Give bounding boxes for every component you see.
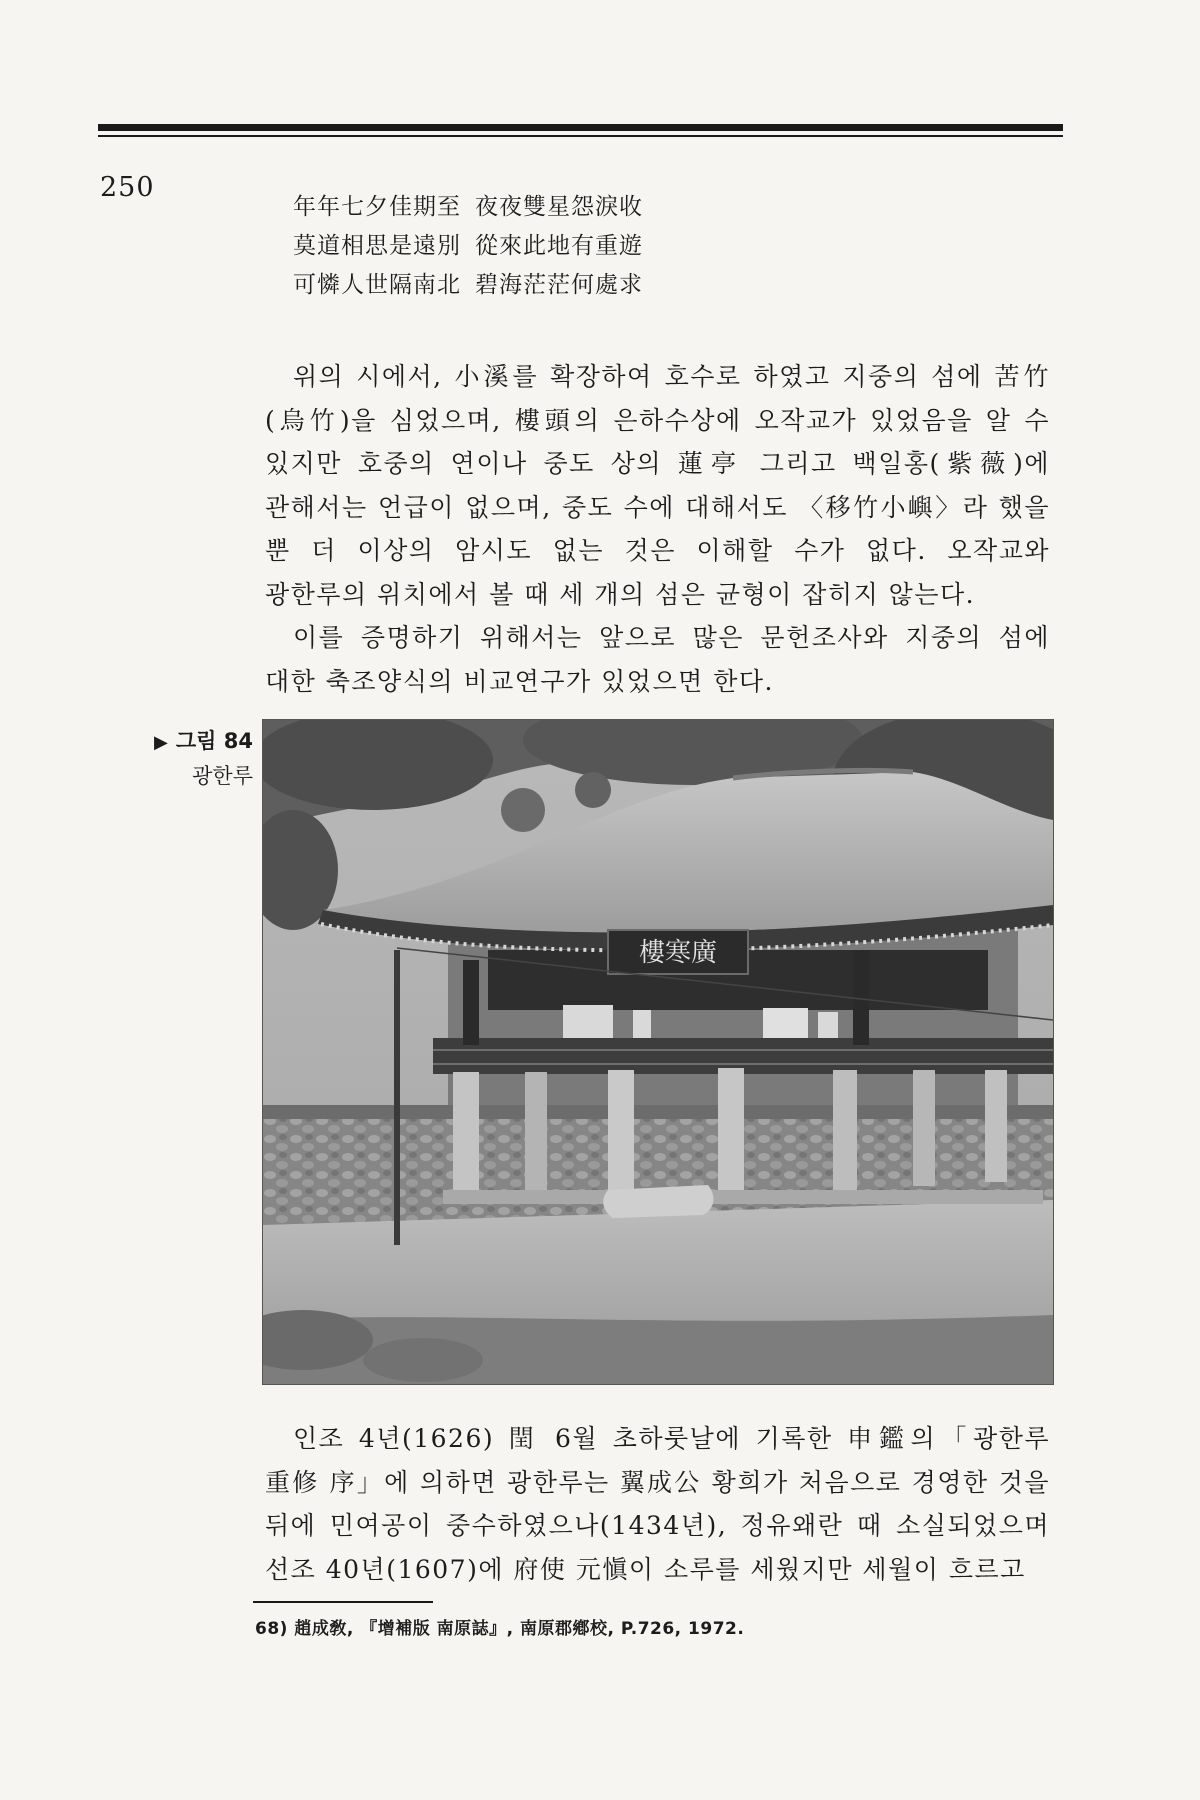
pavilion-photo — [262, 719, 1054, 1385]
body-text-top — [265, 355, 1050, 703]
footnote-rule — [253, 1601, 433, 1603]
pavilion-photo-illustration — [263, 720, 1053, 1384]
footnote: 68) 趙成敎, 『增補版 南原誌』, 南原郡鄕校, P.726, 1972. — [255, 1619, 745, 1639]
pavilion-signboard — [608, 930, 748, 974]
poem-line — [293, 266, 643, 305]
figure-caption — [135, 725, 253, 793]
header-rule-thick — [98, 124, 1063, 131]
poem-line-second-half: 夜夜雙星怨淚收 — [475, 194, 643, 220]
header-rule-thin — [98, 135, 1063, 137]
paragraph: 인조 4년(1626) 閏 6월 초하룻날에 기록한 申鑑의「광한루 重修 序」에 의하면 광한루는 翼成公 황희가 처음으로 경영한 것을 뒤에 민여공이 중수하였으나(1434년), 정유왜란 때 소실되었으며 선조 40년(1607)에 府使 元愼이 소루를 세웠지만 세월이 흐르고 — [265, 1424, 1050, 1584]
poem-line-first-half: 可憐人世隔南北 — [293, 272, 461, 298]
photo-stone-slab — [603, 1185, 713, 1218]
poem-line-first-half: 莫道相思是遠別 — [293, 233, 461, 259]
poem-line — [293, 188, 643, 227]
signboard-text: 樓寒廣 — [638, 938, 718, 968]
poem-line — [293, 227, 643, 266]
body-text-bottom — [265, 1417, 1050, 1591]
figure-label: 그림 84 — [175, 729, 253, 753]
poem-line-second-half: 從來此地有重遊 — [475, 233, 643, 259]
paragraph: 이를 증명하기 위해서는 앞으로 많은 문헌조사와 지중의 섬에 대한 축조양식의 비교연구가 있었으면 한다. — [265, 623, 1050, 696]
poem-line-second-half: 碧海茫茫何處求 — [475, 272, 643, 298]
figure-caption-text: 광한루 — [192, 764, 253, 788]
triangle-marker-icon: ▶ — [154, 732, 168, 753]
page-number: 250 — [100, 172, 155, 203]
figure-label-line — [135, 725, 253, 759]
poem-line-first-half: 年年七夕佳期至 — [293, 194, 461, 220]
paragraph: 위의 시에서, 小溪를 확장하여 호수로 하였고 지중의 섬에 苦竹(烏竹)을 심었으며, 樓頭의 은하수상에 오작교가 있었음을 알 수 있지만 호중의 연이나 중도 상의 蓮亭 그리고 백일홍(紫薇)에 관해서는 언급이 없으며, 중도 수에 대해서도 〈移竹小嶼〉라 했을 뿐 더 이상의 암시도 없는 것은 이해할 수가 없다. 오작교와 광한루의 위치에서 볼 때 세 개의 섬은 균형이 잡히지 않는다. — [265, 362, 1050, 609]
photo-pole — [394, 950, 400, 1245]
poem — [293, 188, 643, 305]
